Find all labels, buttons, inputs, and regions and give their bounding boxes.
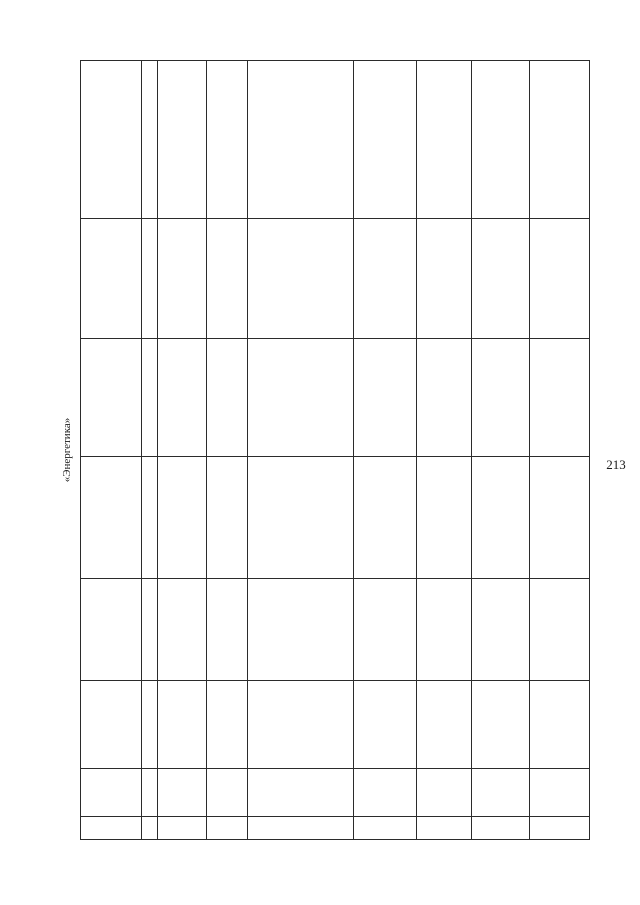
column-number (141, 61, 157, 219)
row-divider (247, 61, 248, 839)
row-divider (529, 61, 530, 839)
header-cell (81, 681, 141, 769)
row-divider (471, 61, 472, 839)
data-table (80, 60, 590, 840)
row-divider (353, 61, 354, 839)
header-cell (81, 219, 141, 339)
column-number (141, 681, 157, 769)
header-cell (81, 457, 141, 579)
header-cell (81, 817, 141, 839)
column-number (141, 769, 157, 817)
header-cell (81, 579, 141, 681)
column-number (141, 579, 157, 681)
table-title: «Энергетика» (61, 417, 73, 483)
column-number (141, 339, 157, 457)
column-number (141, 219, 157, 339)
column-number (141, 457, 157, 579)
header-cell (81, 339, 141, 457)
row-divider (416, 61, 417, 839)
header-cell (81, 61, 141, 219)
row-divider (206, 61, 207, 839)
page-number: 213 (606, 457, 626, 472)
number-row-divider (157, 61, 158, 839)
column-number (141, 817, 157, 839)
header-cell (81, 769, 141, 817)
